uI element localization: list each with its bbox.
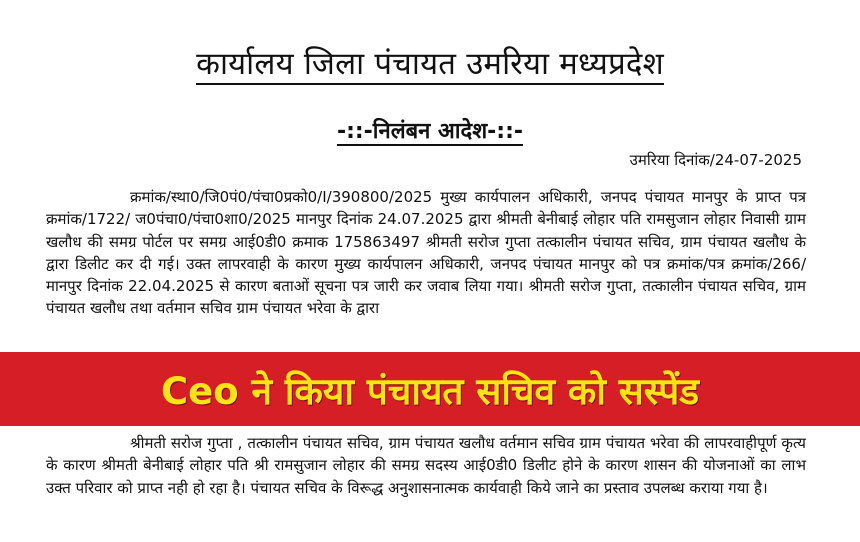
headline-banner (0, 352, 860, 426)
order-title (0, 115, 860, 145)
banner-headline: Ceo ने किया पंचायत सचिव को सस्पेंड (160, 369, 700, 413)
office-title (0, 42, 860, 84)
order-title-text: -::-निलंबन आदेश-::- (336, 119, 524, 144)
office-title-text: कार्यालय जिला पंचायत उमरिया मध्यप्रदेश (196, 46, 664, 85)
paragraph-2: श्रीमती सरोज गुप्ता , तत्कालीन पंचायत सचिव, ग्राम पंचायत खलौध वर्तमान सचिव ग्राम पंचायत भरेवा की लापरवाहीपूर्ण कृत्य के कारण श्रीमती बेनीबाई लोहार पति श्री रामसुजान लोहार की समग्र सदस्य आई0डी0 डिलीट होने के कारण शासन की योजनाओं का लाभ उक्त परिवार को प्राप्त नही हो रहा है। पंचायत सचिव के विरूद्ध अनुशासनात्मक कार्यवाही किये जाने का प्रस्ताव उपलब्ध कराया गया है। (46, 434, 806, 497)
date-line: उमरिया दिनांक/24-07-2025 (629, 151, 802, 169)
paragraph-1: क्रमांक/स्था0/जि0पं0/पंचा0प्रको0/I/390800/2025 मुख्य कार्यपालन अधिकारी, जनपद पंचायत मानपुर के प्राप्त पत्र क्रमांक/1722/ ज0पंचा0/पंचा0शा0/2025 मानपुर दिनांक 24.07.2025 द्वारा श्रीमती बेनीबाई लोहार पति रामसुजान लोहार निवासी ग्राम खलौध की समग्र पोर्टल पर समग्र आई0डी0 क्रमाक 175863497 श्रीमती सरोज गुप्ता तत्कालीन पंचायत सचिव, ग्राम पंचायत खलौध के द्वारा डिलीट कर दी गई। उक्त लापरवाही के कारण मुख्य कार्यपालन अधिकारी, जनपद पंचायत मानपुर को पत्र क्रमांक/पत्र क्रमांक/266/मानपुर दिनांक 22.04.2025 से कारण बताओं सूचना पत्र जारी कर जवाब लिया गया। श्रीमती सरोज गुप्ता, तत्कालीन पंचायत सचिव, ग्राम पंचायत खलौध तथा वर्तमान सचिव ग्राम पंचायत भरेवा के द्वारा (46, 188, 806, 318)
